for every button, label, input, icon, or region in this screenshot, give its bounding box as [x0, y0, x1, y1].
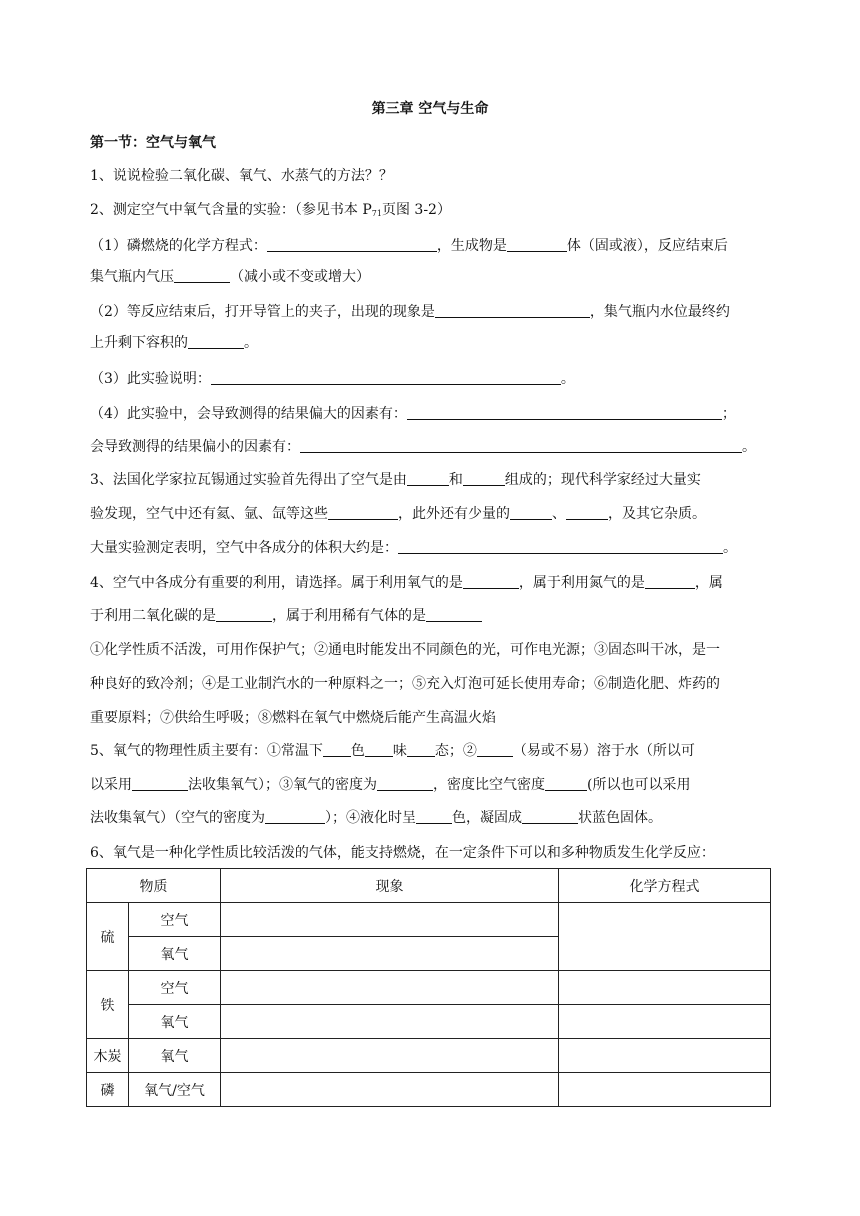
text: 会导致测得的结果偏小的因素有：	[90, 439, 300, 455]
header-substance: 物质	[87, 869, 221, 903]
text: 组成的；现代科学家经过大量实	[504, 472, 701, 488]
text: 3、法国化学家拉瓦锡通过实验首先得出了空气是由	[90, 472, 407, 488]
answer-blank[interactable]	[463, 574, 519, 589]
substance-sulfur: 硫	[87, 903, 129, 971]
text: 上升剩下容积的	[90, 335, 188, 351]
question-4-cont	[90, 606, 482, 626]
text: (所以也可以采用	[587, 777, 691, 793]
question-5-cont-2	[90, 808, 662, 828]
equation-cell[interactable]	[559, 903, 771, 971]
answer-blank[interactable]	[365, 742, 393, 757]
answer-blank[interactable]	[211, 370, 561, 385]
text: 4、空气中各成分有重要的利用，请选择。属于利用氧气的是	[90, 575, 463, 591]
header-phenomenon: 现象	[221, 869, 559, 903]
condition-oxygen: 氧气	[129, 1039, 221, 1073]
condition-air: 空气	[129, 903, 221, 937]
condition-oxygen: 氧气	[129, 1005, 221, 1039]
phenomenon-cell[interactable]	[221, 1073, 559, 1107]
answer-blank[interactable]	[398, 539, 723, 554]
text: 5、氧气的物理性质主要有：①常温下	[90, 743, 323, 759]
text: 色	[350, 743, 365, 759]
answer-blank[interactable]	[300, 438, 742, 453]
question-4-options-3: 重要原料；⑦供给生呼吸；⑧燃料在氧气中燃烧后能产生高温火焰	[90, 710, 496, 726]
question-2-part-2-cont	[90, 333, 258, 353]
question-2-part-1	[90, 236, 728, 256]
answer-blank[interactable]	[377, 776, 433, 791]
text: ）；④液化时呈	[325, 810, 416, 826]
answer-blank[interactable]	[510, 505, 552, 520]
table-row	[87, 1039, 771, 1073]
text: ，此外还有少量的	[398, 506, 510, 522]
answer-blank[interactable]	[216, 607, 272, 622]
text: 状蓝色固体。	[578, 810, 662, 826]
table-row	[87, 971, 771, 1005]
header-equation: 化学方程式	[559, 869, 771, 903]
section-title: 第一节：空气与氧气	[90, 135, 216, 151]
text: 以采用	[90, 777, 132, 793]
phenomenon-cell[interactable]	[221, 937, 559, 971]
question-3-cont-2	[90, 538, 737, 558]
text: 、	[552, 506, 566, 522]
text: 味	[392, 743, 407, 759]
chapter-title: 第三章 空气与生命	[371, 101, 489, 117]
question-2-heading	[90, 200, 451, 224]
text: ，集气瓶内水位最终约	[589, 304, 730, 320]
text: 集气瓶内气压	[90, 269, 174, 285]
text: （2）等反应结束后，打开导管上的夹子，出现的现象是	[90, 304, 435, 320]
answer-blank[interactable]	[463, 471, 505, 486]
text: 。	[560, 371, 575, 387]
text: ，密度比空气密度	[433, 777, 545, 793]
phenomenon-cell[interactable]	[221, 1039, 559, 1073]
phenomenon-cell[interactable]	[221, 971, 559, 1005]
text: 。	[742, 439, 756, 455]
equation-cell[interactable]	[559, 971, 771, 1005]
answer-blank[interactable]	[435, 303, 590, 318]
table-header-row	[87, 869, 771, 903]
reaction-table	[86, 868, 771, 1107]
text: （4）此实验中，会导致测得的结果偏大的因素有：	[90, 406, 407, 422]
table-row	[87, 903, 771, 937]
answer-blank[interactable]	[645, 574, 695, 589]
text: ；	[721, 406, 736, 422]
table-row	[87, 1005, 771, 1039]
text: 于利用二氧化碳的是	[90, 608, 216, 624]
question-1: 1、说说检验二氧化碳、氧气、水蒸气的方法？？	[90, 168, 393, 184]
question-5	[90, 741, 695, 761]
text: （易或不易）溶于水（所以可	[512, 743, 695, 759]
answer-blank[interactable]	[477, 742, 513, 757]
equation-cell[interactable]	[559, 1073, 771, 1107]
text: 。	[723, 540, 737, 556]
answer-blank[interactable]	[188, 334, 244, 349]
equation-cell[interactable]	[559, 1005, 771, 1039]
table-row	[87, 1073, 771, 1107]
question-2-part-4	[90, 404, 736, 424]
question-2-part-3	[90, 369, 575, 389]
answer-blank[interactable]	[407, 405, 722, 420]
text: 验发现，空气中还有氦、氩、氙等这些	[90, 506, 328, 522]
text: ，属于利用氮气的是	[518, 575, 645, 591]
question-3-cont	[90, 504, 706, 524]
condition-oxygen-air: 氧气/空气	[129, 1073, 221, 1107]
question-2-part-2	[90, 302, 730, 322]
condition-oxygen: 氧气	[129, 937, 221, 971]
condition-air: 空气	[129, 971, 221, 1005]
text: （3）此实验说明：	[90, 371, 211, 387]
answer-blank[interactable]	[545, 776, 587, 791]
text: （1）磷燃烧的化学方程式：	[90, 238, 267, 254]
substance-phosphorus: 磷	[87, 1073, 129, 1107]
answer-blank[interactable]	[416, 809, 452, 824]
text: ，属于利用稀有气体的是	[272, 608, 426, 624]
answer-blank[interactable]	[323, 742, 351, 757]
text: 法收集氧气）；③氧气的密度为	[188, 777, 377, 793]
question-4-options-2: 种良好的致冷剂；④是工业制汽水的一种原料之一；⑤充入灯泡可延长使用寿命；⑥制造化肥、炸药的	[90, 676, 720, 692]
answer-blank[interactable]	[174, 268, 230, 283]
page-number-subscript: 71	[371, 209, 382, 218]
question-4	[90, 573, 723, 593]
text: ，及其它杂质。	[608, 506, 706, 522]
question-2-part-1-cont	[90, 267, 370, 287]
phenomenon-cell[interactable]	[221, 1005, 559, 1039]
substance-charcoal: 木炭	[87, 1039, 129, 1073]
answer-blank[interactable]	[407, 742, 435, 757]
answer-blank[interactable]	[566, 505, 608, 520]
q2-heading-text: 2、测定空气中氧气含量的实验：（参见书本 P	[90, 202, 372, 218]
text: 色，凝固成	[452, 810, 522, 826]
phenomenon-cell[interactable]	[221, 903, 559, 937]
text: 体（固或液），反应结束后	[566, 238, 728, 254]
text: ，属	[694, 575, 723, 591]
answer-blank[interactable]	[132, 776, 188, 791]
question-3	[90, 470, 701, 490]
answer-blank[interactable]	[426, 607, 482, 622]
q2-heading-text-end: 页图 3-2）	[381, 202, 451, 218]
question-5-cont	[90, 775, 690, 795]
text: ，生成物是	[436, 238, 507, 254]
text: （减小或不变或增大）	[230, 269, 370, 285]
substance-iron: 铁	[87, 971, 129, 1039]
text: 和	[448, 472, 463, 488]
question-2-part-4-cont	[90, 437, 756, 457]
answer-blank[interactable]	[522, 809, 578, 824]
answer-blank[interactable]	[265, 809, 325, 824]
text: 态；②	[434, 743, 477, 759]
answer-blank[interactable]	[267, 237, 437, 252]
answer-blank[interactable]	[328, 505, 398, 520]
equation-cell[interactable]	[559, 1039, 771, 1073]
answer-blank[interactable]	[407, 471, 449, 486]
answer-blank[interactable]	[507, 237, 567, 252]
text: 法收集氧气）（空气的密度为	[90, 810, 265, 826]
text: 。	[244, 335, 258, 351]
question-4-options-1: ①化学性质不活泼，可用作保护气；②通电时能发出不同颜色的光，可作电光源；③固态叫干冰，是一	[90, 642, 720, 658]
text: 大量实验测定表明，空气中各成分的体积大约是：	[90, 540, 398, 556]
question-6: 6、氧气是一种化学性质比较活泼的气体，能支持燃烧，在一定条件下可以和多种物质发生化学反应：	[90, 845, 715, 861]
